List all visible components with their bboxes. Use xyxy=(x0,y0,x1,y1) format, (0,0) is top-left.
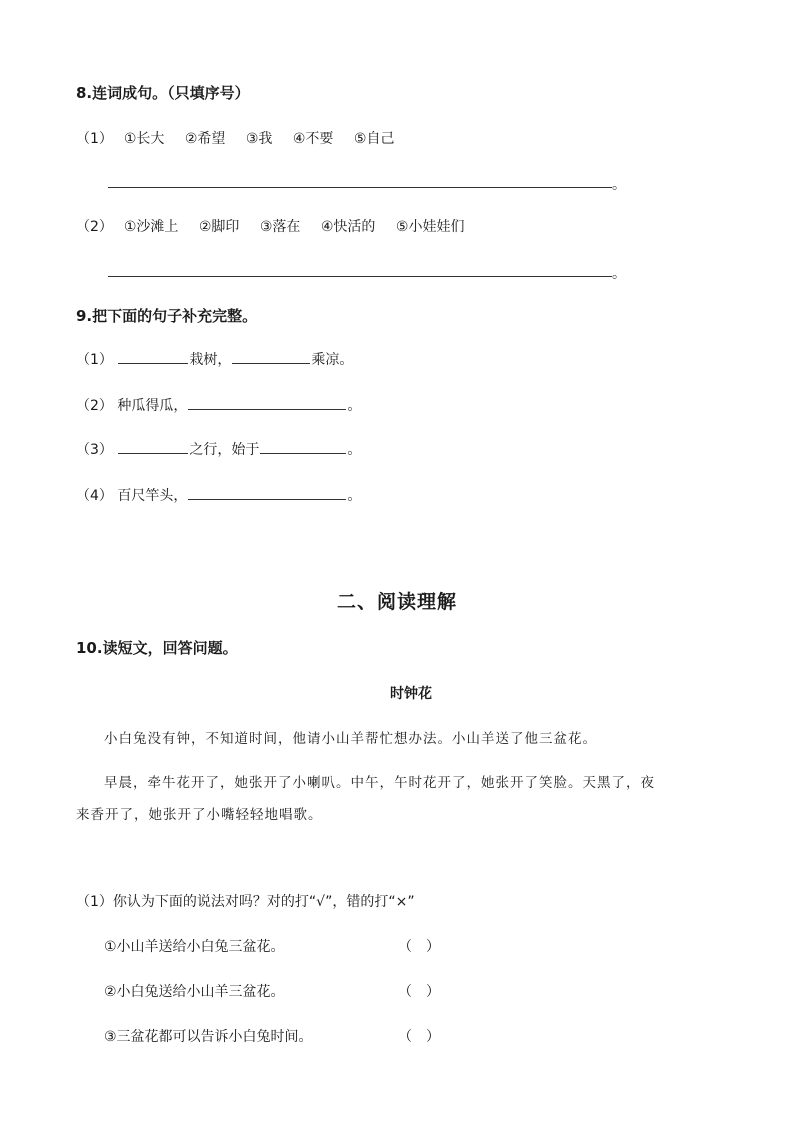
q10-title: 10.读短文，回答问题。 xyxy=(76,639,238,657)
q10-statement-1: ①小山羊送给小白兔三盆花。 xyxy=(104,939,285,955)
q9-item-2 xyxy=(76,395,361,415)
q9-item-2-blank-1[interactable] xyxy=(188,395,346,410)
q9-item-3-text-b: 。 xyxy=(347,442,362,458)
paren-left: （ xyxy=(398,1029,412,1045)
q8-item-1-word-2: ②希望 xyxy=(184,131,226,147)
q8-item-1-word-3: ③我 xyxy=(245,131,273,147)
q8-item-2-word-4: ④快活的 xyxy=(320,219,376,235)
story-paragraph-2-line-2: 来香开了，她张开了小嘴轻轻地唱歌。 xyxy=(76,807,323,823)
paren-right: ） xyxy=(426,1029,440,1045)
q8-item-1-num: （1） xyxy=(76,131,113,147)
q10-sub1-prompt: （1）你认为下面的说法对吗？对的打“√”，错的打“×” xyxy=(76,894,415,910)
q8-item-2 xyxy=(76,216,464,236)
q10-statement-2-answer[interactable] xyxy=(398,981,440,1001)
q9-item-2-num: （2） xyxy=(76,398,113,414)
paren-right: ） xyxy=(426,939,440,955)
q9-item-3-blank-1[interactable] xyxy=(118,439,188,454)
q10-statement-2: ②小白兔送给小山羊三盆花。 xyxy=(104,984,285,1000)
q10-statement-3-answer[interactable] xyxy=(398,1026,440,1046)
section-2-title: 二、阅读理解 xyxy=(336,591,457,613)
q9-item-1-blank-1[interactable] xyxy=(118,349,188,364)
q9-item-1-text-a: 栽树， xyxy=(189,352,232,368)
q8-item-1-word-1: ①长大 xyxy=(123,131,165,147)
q8-item-2-word-5: ⑤小娃娃们 xyxy=(395,219,465,235)
story-paragraph-2-line-1: 早晨，牵牛花开了，她张开了小喇叭。中午，午时花开了，她张开了笑脸。天黑了，夜 xyxy=(104,775,655,791)
q8-item-1-answer-line[interactable] xyxy=(108,187,612,188)
q9-item-3-blank-2[interactable] xyxy=(260,439,346,454)
q9-item-4-text-a: 百尺竿头， xyxy=(117,488,188,504)
q9-item-1-text-b: 乘凉。 xyxy=(311,352,354,368)
q8-item-1-period: 。 xyxy=(612,177,626,193)
q9-item-3-text-a: 之行，始于 xyxy=(189,442,260,458)
q9-item-3 xyxy=(76,439,361,459)
q9-item-3-num: （3） xyxy=(76,442,113,458)
q9-item-4 xyxy=(76,485,361,505)
q8-item-2-answer-line[interactable] xyxy=(108,276,612,277)
q9-item-2-text-b: 。 xyxy=(347,398,362,414)
story-title: 时钟花 xyxy=(390,686,432,702)
q9-item-1-blank-2[interactable] xyxy=(232,349,310,364)
q8-item-1-word-4: ④不要 xyxy=(292,131,334,147)
q9-item-4-blank-1[interactable] xyxy=(188,485,346,500)
q10-statement-3: ③三盆花都可以告诉小白兔时间。 xyxy=(104,1029,313,1045)
q9-item-1 xyxy=(76,349,353,369)
q9-item-4-num: （4） xyxy=(76,488,113,504)
q8-item-2-num: （2） xyxy=(76,219,113,235)
q9-item-4-text-b: 。 xyxy=(347,488,362,504)
story-paragraph-1: 小白兔没有钟，不知道时间，他请小山羊帮忙想办法。小山羊送了他三盆花。 xyxy=(104,731,597,747)
q8-item-2-word-1: ①沙滩上 xyxy=(123,219,179,235)
paren-right: ） xyxy=(426,984,440,1000)
q8-item-2-period: 。 xyxy=(612,266,626,282)
paren-left: （ xyxy=(398,984,412,1000)
q8-item-1 xyxy=(76,128,394,148)
q10-statement-1-answer[interactable] xyxy=(398,936,440,956)
q9-item-2-text-a: 种瓜得瓜， xyxy=(117,398,188,414)
q9-item-1-num: （1） xyxy=(76,352,113,368)
q8-item-2-word-3: ③落在 xyxy=(259,219,301,235)
q8-item-1-word-5: ⑤自己 xyxy=(353,131,395,147)
q8-title: 8.连词成句。（只填序号） xyxy=(76,84,250,102)
q8-item-2-word-2: ②脚印 xyxy=(198,219,240,235)
q9-title: 9.把下面的句子补充完整。 xyxy=(76,307,258,325)
paren-left: （ xyxy=(398,939,412,955)
